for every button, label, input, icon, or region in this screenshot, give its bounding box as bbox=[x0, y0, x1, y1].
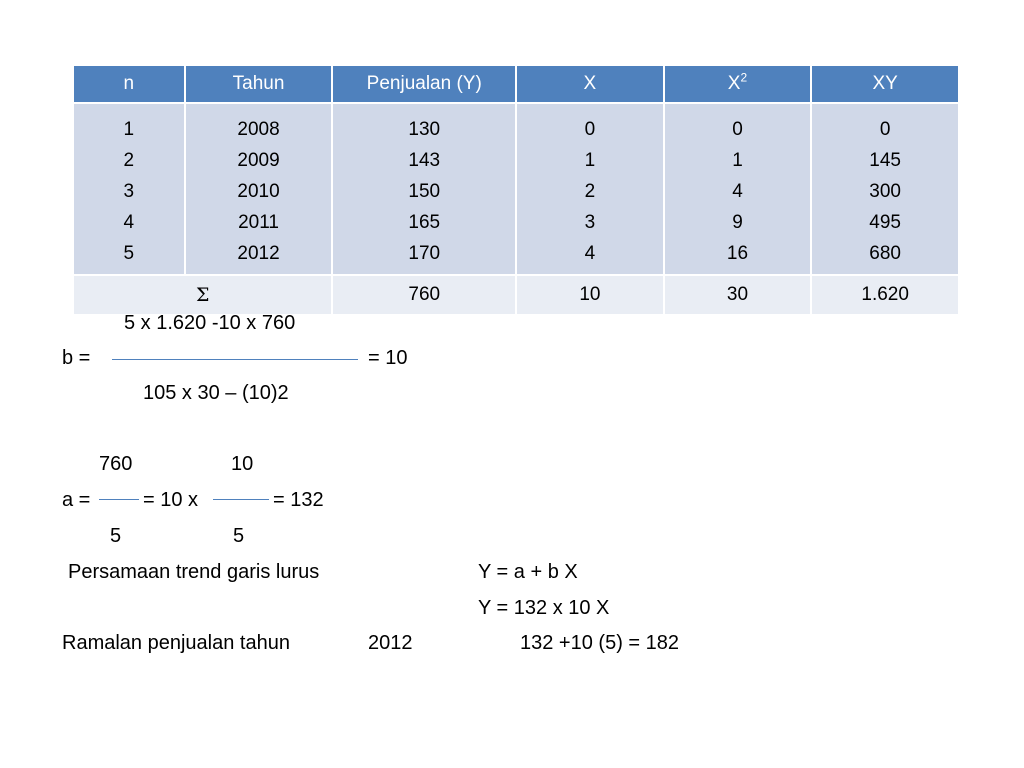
sum-x-squared: 30 bbox=[664, 275, 812, 315]
forecast-label: Ramalan penjualan tahun bbox=[62, 632, 290, 654]
b-fraction-line bbox=[112, 359, 358, 360]
a-fraction-line-2 bbox=[213, 499, 269, 500]
header-penjualan: Penjualan (Y) bbox=[332, 65, 516, 103]
table-cell: 2011 bbox=[238, 212, 279, 233]
sum-x: 10 bbox=[516, 275, 664, 315]
table-cell: 2 bbox=[123, 150, 135, 171]
b-denominator: 105 x 30 – (10)2 bbox=[143, 382, 289, 404]
column-xy bbox=[811, 103, 959, 275]
table-cell: 143 bbox=[408, 150, 441, 171]
sum-xy: 1.620 bbox=[811, 275, 959, 315]
column-tahun bbox=[185, 103, 333, 275]
trend-equation-1: Y = a + b X bbox=[478, 561, 578, 583]
table-cell: 0 bbox=[584, 119, 596, 140]
header-x-squared-exponent: 2 bbox=[740, 70, 748, 85]
b-numerator: 5 x 1.620 -10 x 760 bbox=[124, 312, 296, 334]
header-xy: XY bbox=[811, 65, 959, 103]
table-cell: 4 bbox=[123, 212, 135, 233]
header-x-squared-base: X bbox=[727, 73, 741, 94]
trend-label: Persamaan trend garis lurus bbox=[68, 561, 320, 583]
table-cell: 4 bbox=[732, 181, 743, 202]
header-x-squared bbox=[664, 65, 812, 103]
sum-penjualan: 760 bbox=[332, 275, 516, 315]
data-table bbox=[72, 64, 960, 316]
table-cell: 5 bbox=[123, 243, 135, 264]
a-denominator-2: 5 bbox=[233, 525, 245, 547]
table-cell: 1 bbox=[123, 119, 135, 140]
column-x-squared bbox=[664, 103, 812, 275]
a-numerator-1: 760 bbox=[99, 453, 133, 475]
table-cell: 0 bbox=[732, 119, 743, 140]
a-fraction-line-1 bbox=[99, 499, 139, 500]
table-cell: 4 bbox=[584, 243, 596, 264]
column-n bbox=[73, 103, 185, 275]
header-tahun: Tahun bbox=[185, 65, 333, 103]
table-cell: 145 bbox=[869, 150, 901, 171]
table-cell: 1 bbox=[732, 150, 743, 171]
a-middle: = 10 x bbox=[143, 489, 199, 511]
table-cell: 9 bbox=[732, 212, 743, 233]
table-cell: 300 bbox=[869, 181, 901, 202]
trend-equation-2: Y = 132 x 10 X bbox=[478, 597, 610, 619]
table-cell: 2009 bbox=[237, 150, 280, 171]
table-cell: 3 bbox=[584, 212, 596, 233]
forecast-calculation: 132 +10 (5) = 182 bbox=[520, 632, 680, 654]
forecast-year: 2012 bbox=[368, 632, 413, 654]
table-body-row bbox=[73, 103, 959, 275]
table-cell: 2010 bbox=[237, 181, 280, 202]
a-label: a = bbox=[62, 489, 91, 511]
sum-row bbox=[73, 275, 959, 315]
table-cell: 2 bbox=[584, 181, 596, 202]
table-cell: 680 bbox=[869, 243, 901, 264]
table-header-row bbox=[73, 65, 959, 103]
a-denominator-1: 5 bbox=[110, 525, 122, 547]
a-numerator-2: 10 bbox=[231, 453, 254, 475]
table-cell: 1 bbox=[584, 150, 596, 171]
sum-label: Σ bbox=[73, 275, 332, 315]
column-penjualan bbox=[332, 103, 516, 275]
column-x bbox=[516, 103, 664, 275]
table-cell: 16 bbox=[726, 243, 749, 264]
table-cell: 3 bbox=[123, 181, 135, 202]
table-cell: 165 bbox=[408, 212, 441, 233]
b-result: = 10 bbox=[368, 347, 408, 369]
table-cell: 130 bbox=[408, 119, 441, 140]
table-cell: 495 bbox=[869, 212, 901, 233]
table-cell: 170 bbox=[408, 243, 441, 264]
header-x: X bbox=[516, 65, 664, 103]
table-cell: 2012 bbox=[237, 243, 280, 264]
table-cell: 150 bbox=[408, 181, 441, 202]
header-n: n bbox=[73, 65, 185, 103]
table-cell: 0 bbox=[879, 119, 891, 140]
b-label: b = bbox=[62, 347, 91, 369]
table-cell: 2008 bbox=[237, 119, 280, 140]
a-result: = 132 bbox=[273, 489, 324, 511]
